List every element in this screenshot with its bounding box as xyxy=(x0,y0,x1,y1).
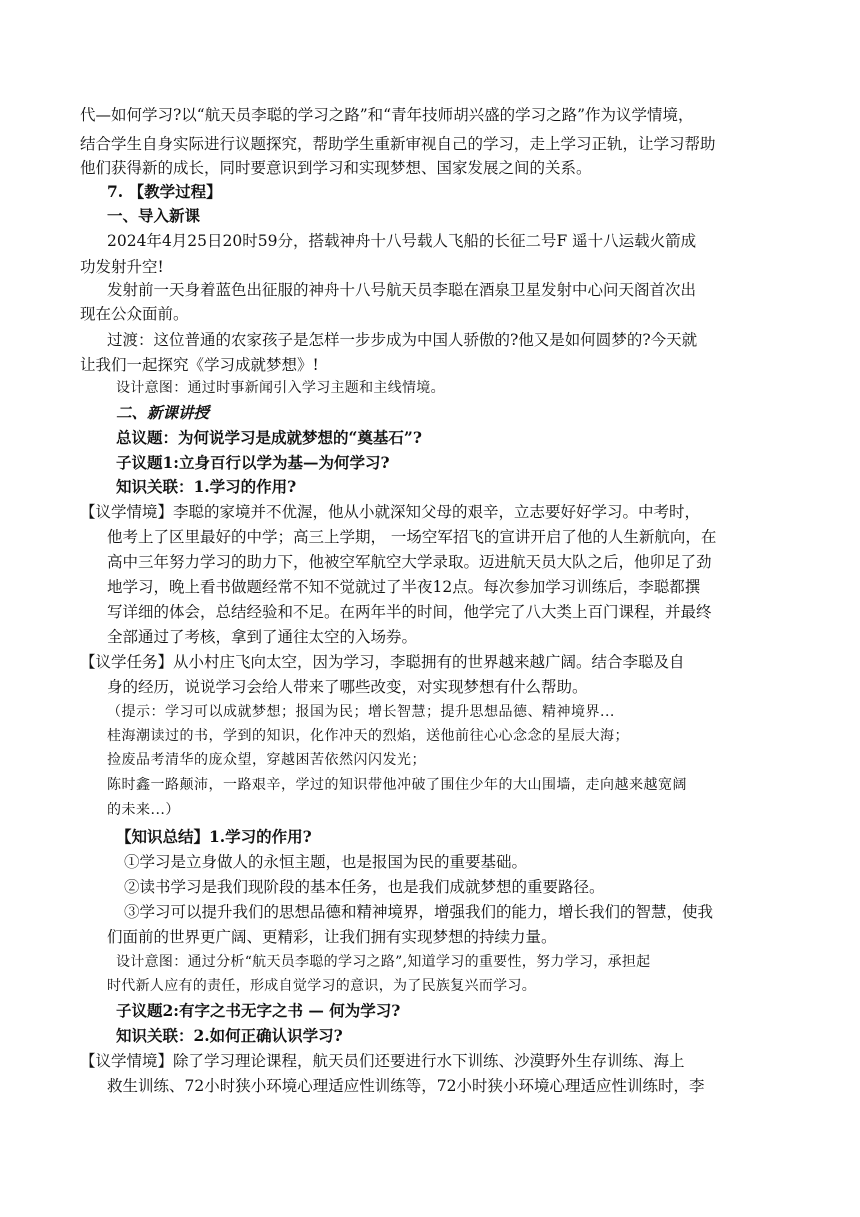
intro-line: 功发射升空! xyxy=(80,258,164,276)
hint-line: 捡废品考清华的庞众望，穿越困苦依然闪闪发光； xyxy=(107,752,426,768)
situation-line: 全部通过了考核，拿到了通往太空的入场券。 xyxy=(107,628,418,646)
intro-line: 发射前一天身着蓝色出征服的神舟十八号航天员李聪在酒泉卫星发射中心问天阁首次出 xyxy=(107,281,697,299)
situation-line: 高中三年努力学习的助力下，他被空军航空大学录取。迈进航天员大队之后，他卯足了劲 xyxy=(107,553,712,571)
heading-new-lesson: 二、新课讲授 xyxy=(116,403,210,422)
situation-line: 写详细的体会，总结经验和不足。在两年半的时间，他学完了八大类上百门课程，并最终 xyxy=(107,603,712,621)
intro-line: 2024年4月25日20时59分，搭载神舟十八号载人飞船的长征二号F 遥十八运载火箭成 xyxy=(107,232,697,250)
hint-line: 桂海潮读过的书，学到的知识，化作冲天的烈焰，送他前往心心念念的星辰大海； xyxy=(107,728,629,744)
task-line: 【议学任务】从小村庄飞向太空，因为学习，李聪拥有的世界越来越广阔。结合李聪及自 xyxy=(80,653,685,671)
intro-line: 让我们一起探究《学习成就梦想》! xyxy=(80,356,319,374)
design-intent: 设计意图：通过时事新闻引入学习主题和主线情境。 xyxy=(116,380,445,396)
summary-item: ③学习可以提升我们的思想品德和精神境界，增强我们的能力，增长我们的智慧，使我 xyxy=(124,903,714,921)
situation-line: 【议学情境】除了学习理论课程，航天员们还要进行水下训练、沙漠野外生存训练、海上 xyxy=(80,1052,685,1070)
summary-item: 们面前的世界更广阔、更精彩，让我们拥有实现梦想的持续力量。 xyxy=(107,928,557,946)
summary-item: ②读书学习是我们现阶段的基本任务，也是我们成就梦想的重要路径。 xyxy=(124,878,605,896)
paragraph-line: 他们获得新的成长，同时要意识到学习和实现梦想、国家发展之间的关系。 xyxy=(80,159,592,177)
hint-line: （提示：学习可以成就梦想；报国为民；增长智慧；提升思想品德、精神境界... xyxy=(107,704,615,720)
situation-line: 【议学情境】李聪的家境并不优渥，他从小就深知父母的艰辛，立志要好好学习。中考时， xyxy=(80,503,701,521)
hint-line: 陈时鑫一路颠沛，一路艰辛，学过的知识带他冲破了围住少年的大山围墙，走向越来越宽阔 xyxy=(107,777,687,793)
design-intent: 时代新人应有的责任，形成自觉学习的意识，为了民族复兴而学习。 xyxy=(107,978,536,994)
situation-line: 地学习，晚上看书做题经常不知不觉就过了半夜12点。每次参加学习训练后，李聪都撰 xyxy=(107,578,701,596)
knowledge-link-2: 知识关联：2.如何正确认识学习? xyxy=(116,1026,343,1045)
situation-line: 他考上了区里最好的中学；高三上学期， 一场空军招飞的宣讲开启了他的人生新航向，在 xyxy=(107,528,717,546)
intro-line: 过渡：这位普通的农家孩子是怎样一步步成为中国人骄傲的?他又是如何圆梦的?今天就 xyxy=(107,331,698,349)
intro-line: 现在公众面前。 xyxy=(80,305,189,323)
subtopic-1: 子议题1:立身百行以学为基—为何学习? xyxy=(116,453,390,472)
heading-intro: 一、导入新课 xyxy=(107,206,201,225)
summary-item: ①学习是立身做人的永恒主题，也是报国为民的重要基础。 xyxy=(124,853,528,871)
situation-line: 救生训练、72小时狭小环境心理适应性训练等，72小时狭小环境心理适应性训练时，李 xyxy=(107,1077,705,1095)
task-line: 身的经历，说说学习会给人带来了哪些改变，对实现梦想有什么帮助。 xyxy=(107,678,588,696)
design-intent: 设计意图：通过分析“航天员李聪的学习之路”,知道学习的重要性，努力学习，承担起 xyxy=(116,954,651,970)
knowledge-summary-title: 【知识总结】1.学习的作用? xyxy=(116,827,312,846)
hint-line: 的未来...） xyxy=(107,802,180,818)
heading-teaching-process: 7. 【教学过程】 xyxy=(107,182,222,201)
paragraph-line: 结合学生自身实际进行议题探究，帮助学生重新审视自己的学习，走上学习正轨，让学习帮助 xyxy=(80,135,716,153)
knowledge-link-1: 知识关联：1.学习的作用? xyxy=(116,477,297,496)
main-topic: 总议题：为何说学习是成就梦想的“奠基石”? xyxy=(116,428,422,447)
subtopic-2: 子议题2:有字之书无字之书 — 何为学习? xyxy=(116,1001,401,1020)
paragraph-line: 代—如何学习?以“航天员李聪的学习之路”和“青年技师胡兴盛的学习之路”作为议学情境， xyxy=(80,106,694,124)
